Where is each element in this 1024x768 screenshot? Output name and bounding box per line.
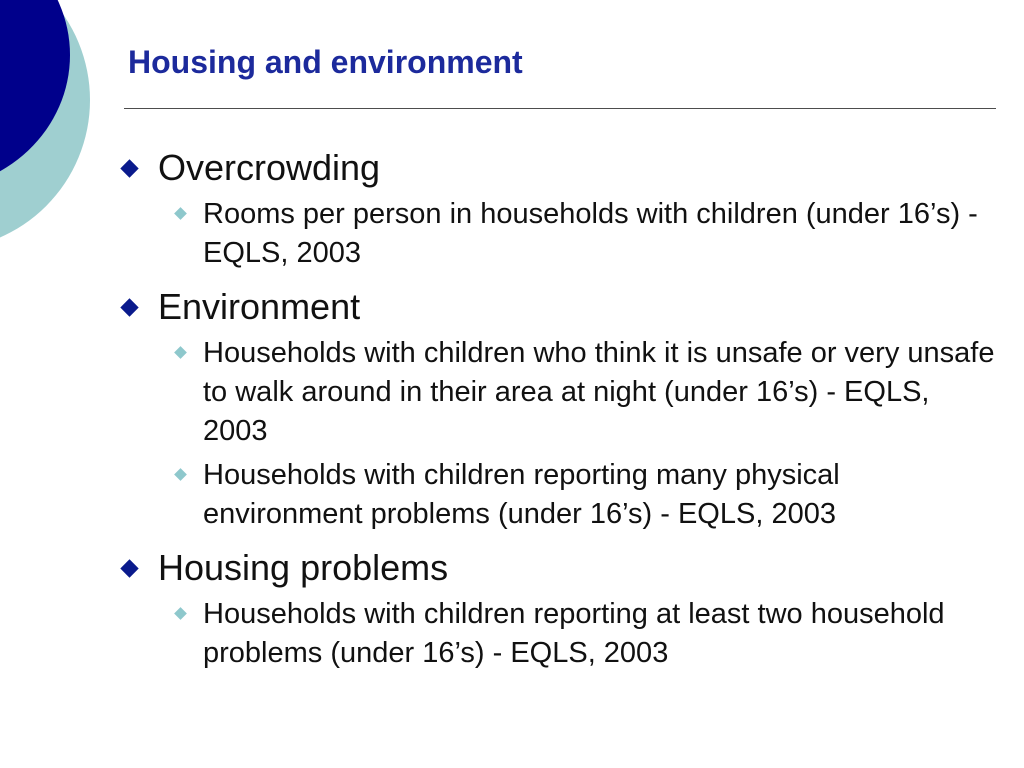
diamond-bullet-icon	[120, 298, 138, 316]
bullet-environment	[120, 285, 1000, 329]
bullet-list	[120, 146, 1000, 673]
title-divider	[124, 108, 996, 109]
sub-bullet-text: Households with children reporting many physical environment problems (under 16’s) - EQLS, 2003	[203, 459, 840, 530]
sub-bullet-environment-problems	[158, 456, 1000, 534]
sub-bullet-text: Households with children reporting at least two household problems (under 16’s) - EQLS, 2003	[203, 598, 945, 669]
bullet-overcrowding	[120, 146, 1000, 190]
diamond-bullet-icon	[174, 607, 187, 620]
diamond-bullet-icon	[120, 559, 138, 577]
sub-bullet-rooms-per-person	[158, 195, 1000, 273]
sub-bullet-text: Rooms per person in households with children (under 16’s) - EQLS, 2003	[203, 198, 978, 269]
diamond-bullet-icon	[174, 346, 187, 359]
sub-bullet-text: Households with children who think it is unsafe or very unsafe to walk around in their area at night (under 16’s) - EQLS, 2003	[203, 337, 995, 447]
sub-bullet-unsafe-area	[158, 334, 1000, 451]
sub-bullet-household-problems	[158, 595, 1000, 673]
bullet-text: Overcrowding	[158, 147, 381, 188]
diamond-bullet-icon	[174, 468, 187, 481]
bullet-text: Housing problems	[158, 547, 449, 588]
diamond-bullet-icon	[120, 159, 138, 177]
bullet-text: Environment	[158, 286, 361, 327]
slide-title: Housing and environment	[128, 44, 523, 80]
diamond-bullet-icon	[174, 207, 187, 220]
bullet-housing-problems	[120, 546, 1000, 590]
